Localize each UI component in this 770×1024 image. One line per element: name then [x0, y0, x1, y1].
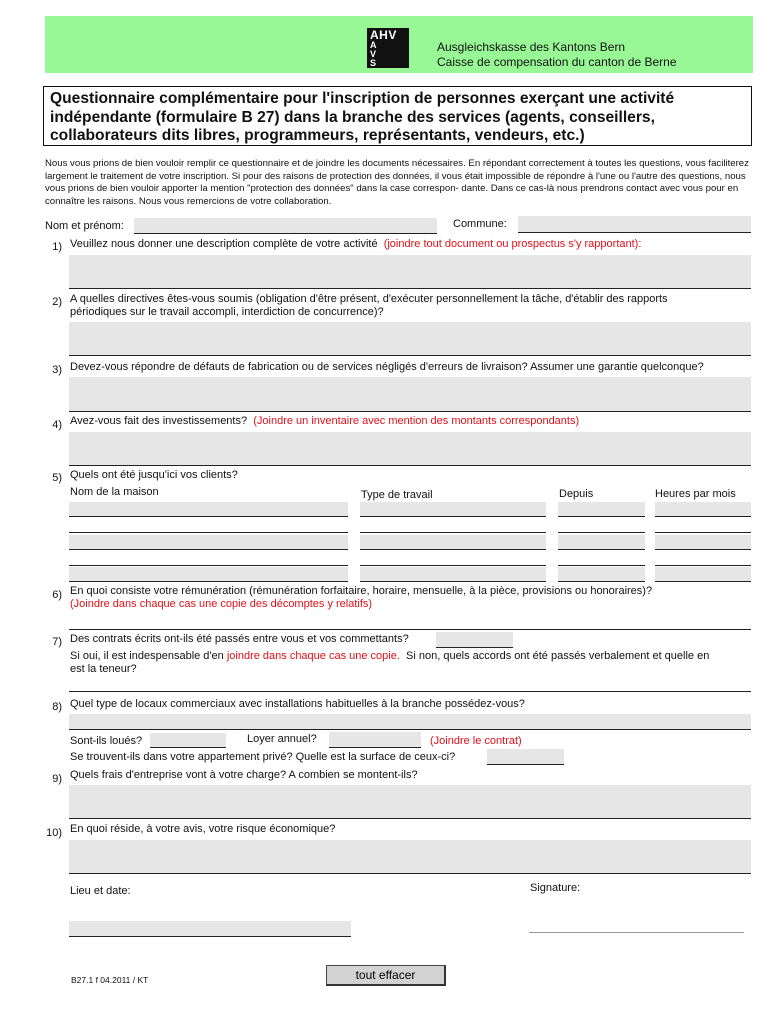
- q4-note: (Joindre un inventaire avec mention des montants correspondants): [253, 415, 580, 427]
- q2-line2: périodiques sur le travail accompli, interdiction de concurrence)?: [70, 306, 384, 318]
- q7-line2b: joindre dans chaque cas une copie.: [226, 650, 400, 662]
- q5-col-hours: Heures par mois: [655, 488, 736, 500]
- logo-text-avs: AVS: [370, 40, 377, 68]
- q5-row3-company[interactable]: [69, 535, 348, 550]
- q5-row1-work-type[interactable]: [360, 502, 546, 517]
- name-label: Nom et prénom:: [45, 220, 124, 232]
- q5-row3-hours[interactable]: [655, 535, 751, 550]
- q7-line2: [70, 650, 709, 663]
- commune-input[interactable]: [518, 216, 751, 233]
- org-line-fr: Caisse de compensation du canton de Berne: [437, 55, 677, 69]
- q5-row4-hours[interactable]: [655, 551, 751, 566]
- q3-answer-field[interactable]: [69, 377, 751, 412]
- q7-line3: est la teneur?: [70, 663, 137, 675]
- q10-text: En quoi réside, à votre avis, votre risque économique?: [70, 823, 336, 835]
- q8-rent-label: Loyer annuel?: [247, 733, 317, 745]
- commune-label: Commune:: [453, 218, 507, 230]
- q1-note: (joindre tout document ou prospectus s'y rapportant):: [383, 238, 642, 250]
- q8-number: 8): [52, 701, 62, 713]
- form-title: Questionnaire complémentaire pour l'inscription de personnes exerçant une activité indépendante (formulaire B 27) dans la branche des services (agents, conseillers, collaborateurs dits libres, programmeurs, représentants, vendeurs, etc.): [43, 86, 752, 146]
- q5-row2-work-type[interactable]: [360, 518, 546, 533]
- q5-col-since: Depuis: [559, 488, 594, 500]
- q9-text: Quels frais d'entreprise vont à votre charge? A combien se montent-ils?: [70, 769, 418, 781]
- q5-number: 5): [52, 472, 62, 484]
- q1-answer-field[interactable]: [69, 255, 751, 289]
- signature-label: Signature:: [530, 882, 581, 894]
- logo-text-ahv: AHV: [370, 28, 397, 42]
- org-line-de: Ausgleichskasse des Kantons Bern: [437, 40, 626, 54]
- q6-note: (Joindre dans chaque cas une copie des décomptes y relatifs): [70, 598, 373, 610]
- q5-row3-since[interactable]: [558, 535, 645, 550]
- q5-row2-company[interactable]: [69, 518, 348, 533]
- q6-text: En quoi consiste votre rémunération (rémunération forfaitaire, horaire, mensuelle, à la pièce, provisions ou honoraires)?: [70, 585, 653, 597]
- q2-number: 2): [52, 296, 62, 308]
- q1-text: [70, 238, 641, 251]
- q7-number: 7): [52, 636, 62, 648]
- q8-rented-input[interactable]: [150, 733, 226, 748]
- q6-answer-field[interactable]: [69, 614, 751, 630]
- q5-row1-company[interactable]: [69, 502, 348, 517]
- q8-private-label: Se trouvent-ils dans votre appartement privé? Quelle est la surface de ceux-ci?: [70, 751, 456, 763]
- q5-row2-since[interactable]: [558, 518, 645, 533]
- q7-line2c: Si non, quels accords ont été passés verbalement et quelle en: [406, 650, 710, 662]
- q5-row2-hours[interactable]: [655, 518, 751, 533]
- clear-all-button[interactable]: tout effacer: [326, 965, 446, 986]
- q5-row1-since[interactable]: [558, 502, 645, 517]
- q2-answer-field[interactable]: [69, 322, 751, 356]
- q4-question: Avez-vous fait des investissements?: [70, 415, 248, 427]
- place-date-input[interactable]: [69, 921, 351, 937]
- q5-row4-since[interactable]: [558, 551, 645, 566]
- name-input[interactable]: [134, 218, 437, 234]
- q8-surface-input[interactable]: [487, 749, 564, 765]
- signature-line: [529, 932, 744, 933]
- q9-answer-field[interactable]: [69, 785, 751, 819]
- organization-name: [437, 40, 677, 70]
- q7-answer-field[interactable]: [69, 677, 751, 692]
- q1-question: Veuillez nous donner une description complète de votre activité: [70, 238, 378, 250]
- q5-row5-since[interactable]: [558, 567, 645, 582]
- q5-text: Quels ont été jusqu'ici vos clients?: [70, 469, 238, 481]
- ahv-avs-logo: [367, 28, 409, 68]
- intro-text: Nous vous prions de bien vouloir remplir ce questionnaire et de joindre les documents nécessaires. En répondant correctement à toutes les questions, vous faciliterez largement le traitement de votre inscription. Si pour des raisons de protection des données, il vous était impossible de répondre à l'une ou l'autre des questions, nous vous prions de bien vouloir apporter la mention "protection des données" dans la case correspon- dante. Dans ce cas-là nous prendrons contact avec vous pour en connaître les raisons. Nous vous remercions de votre collaboration.: [45, 158, 749, 207]
- q6-number: 6): [52, 589, 62, 601]
- q10-number: 10): [46, 827, 62, 839]
- form-reference: B27.1 f 04.2011 / KT: [71, 975, 149, 985]
- q8-rent-input[interactable]: [329, 732, 421, 748]
- q5-row4-company[interactable]: [69, 551, 348, 566]
- q8-rented-label: Sont-ils loués?: [70, 735, 143, 747]
- q5-row3-work-type[interactable]: [360, 535, 546, 550]
- q3-number: 3): [52, 364, 62, 376]
- q7-line2a: Si oui, il est indespensable d'en: [70, 650, 224, 662]
- q3-text: Devez-vous répondre de défauts de fabrication ou de services négligés d'erreurs de livraison? Assumer une garantie quelconque?: [70, 361, 704, 373]
- q4-number: 4): [52, 419, 62, 431]
- q5-row5-work-type[interactable]: [360, 567, 546, 582]
- q9-number: 9): [52, 773, 62, 785]
- q7-contracts-input[interactable]: [436, 632, 513, 648]
- q4-text: [70, 415, 579, 428]
- q8-text: Quel type de locaux commerciaux avec installations habituelles à la branche possédez-vous?: [70, 698, 525, 710]
- q10-answer-field[interactable]: [69, 840, 751, 874]
- q1-number: 1): [52, 241, 62, 253]
- q5-row5-hours[interactable]: [655, 567, 751, 582]
- q8-answer-field[interactable]: [69, 714, 751, 730]
- q5-row4-work-type[interactable]: [360, 551, 546, 566]
- q7-text: Des contrats écrits ont-ils été passés entre vous et vos commettants?: [70, 633, 409, 645]
- q5-row1-hours[interactable]: [655, 502, 751, 517]
- q5-col-work-type: Type de travail: [361, 489, 433, 501]
- q2-line1: A quelles directives êtes-vous soumis (obligation d'être présent, d'exécuter personnellement la tâche, d'établir des rapports: [70, 293, 668, 305]
- q5-col-company: Nom de la maison: [70, 486, 159, 498]
- q5-row5-company[interactable]: [69, 567, 348, 582]
- q8-rent-note: (Joindre le contrat): [430, 735, 522, 747]
- place-date-label: Lieu et date:: [70, 885, 131, 897]
- q4-answer-field[interactable]: [69, 432, 751, 466]
